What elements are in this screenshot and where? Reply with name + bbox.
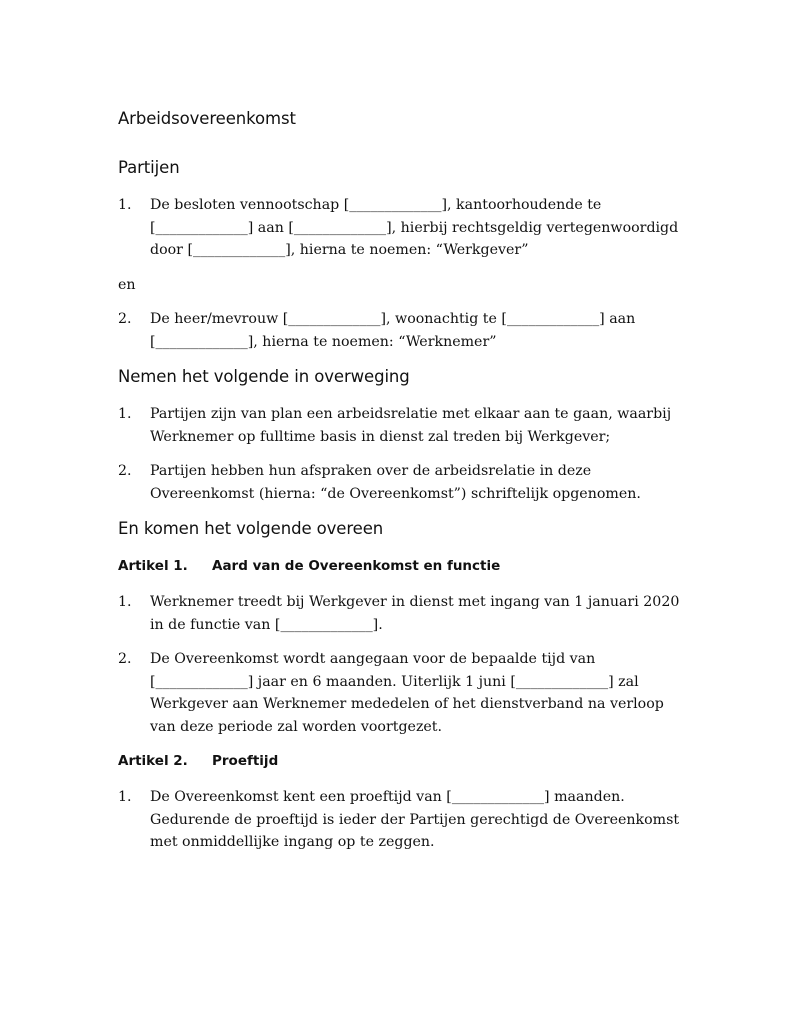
item-number: 2. — [118, 463, 132, 479]
partijen-list-2 — [118, 308, 688, 353]
heading-partijen: Partijen — [118, 158, 180, 177]
artikel-2-heading — [118, 750, 688, 772]
overweging-list — [118, 403, 688, 505]
item-text: Partijen hebben hun afspraken over de arbeidsrelatie in deze Overeenkomst (hierna: “de Overeenkomst”) schriftelijk opgenomen. — [150, 463, 641, 502]
item-number: 1. — [118, 594, 132, 610]
list-item — [118, 786, 688, 854]
artikel-title: Aard van de Overeenkomst en functie — [212, 558, 501, 574]
partijen-list — [118, 194, 688, 262]
artikel-title: Proeftijd — [212, 753, 279, 769]
heading-overweging: Nemen het volgende in overweging — [118, 367, 410, 386]
item-text: De heer/mevrouw [_____________], woonachtig te [_____________] aan [_____________], hierna te noemen: “Werknemer” — [150, 311, 636, 350]
artikel-number: Artikel 1. — [118, 558, 188, 574]
document-body — [118, 107, 688, 866]
item-text: Werknemer treedt bij Werkgever in dienst met ingang van 1 januari 2020 in de functie van [_____________]. — [150, 594, 680, 633]
item-number: 1. — [118, 789, 132, 805]
list-item — [118, 591, 688, 636]
item-text: Partijen zijn van plan een arbeidsrelatie met elkaar aan te gaan, waarbij Werknemer op fulltime basis in dienst zal treden bij Werkgever; — [150, 406, 672, 445]
item-number: 2. — [118, 651, 132, 667]
item-text: De Overeenkomst wordt aangegaan voor de bepaalde tijd van [_____________] jaar en 6 maanden. Uiterlijk 1 juni [_____________] zal Werkgever aan Werknemer mededelen of het dienstverband na verloop van deze periode zal worden voortgezet. — [150, 651, 664, 735]
artikel-2-list — [118, 786, 688, 854]
item-number: 2. — [118, 311, 132, 327]
list-item — [118, 308, 688, 353]
heading-overeen: En komen het volgende overeen — [118, 519, 384, 538]
item-text: De besloten vennootschap [_____________], kantoorhoudende te [_____________] aan [_____________], hierbij rechtsgeldig vertegenwoordigd door [_____________], hierna te noemen: “Werkgever” — [150, 197, 679, 258]
artikel-number: Artikel 2. — [118, 753, 188, 769]
connector-text: en — [118, 276, 136, 293]
list-item — [118, 460, 688, 505]
list-item — [118, 403, 688, 448]
list-item — [118, 194, 688, 262]
item-number: 1. — [118, 197, 132, 213]
document-title: Arbeidsovereenkomst — [118, 109, 296, 128]
item-text: De Overeenkomst kent een proeftijd van [_____________] maanden. Gedurende de proeftijd is ieder der Partijen gerechtigd de Overeenkomst met onmiddellijke ingang op te zeggen. — [150, 789, 680, 850]
artikel-1-list — [118, 591, 688, 738]
artikel-1-heading — [118, 555, 688, 577]
item-number: 1. — [118, 406, 132, 422]
list-item — [118, 648, 688, 738]
